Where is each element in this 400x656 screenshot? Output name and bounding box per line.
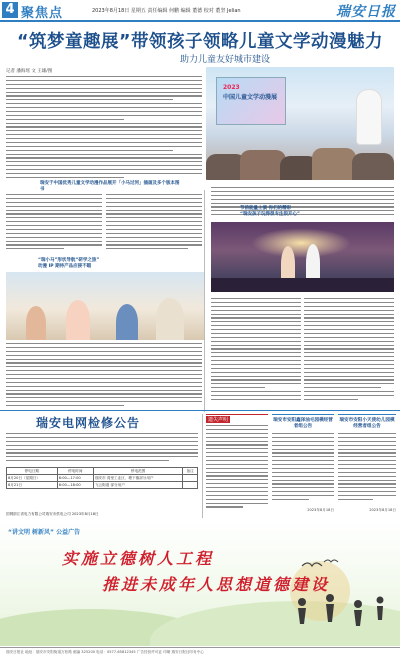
left-column-body <box>6 194 102 252</box>
subhead: 助力儿童友好城市建设 <box>180 55 271 65</box>
notice-footer: 国网浙江省电力有限公司瑞安市供电公司 2023年8月18日 <box>6 512 99 516</box>
byline: 记者 潘海瑶 文 王雄/图 <box>6 69 53 74</box>
notice-title: 瑞安电网检修公告 <box>36 416 141 430</box>
table-header: 停电时间 <box>57 468 93 475</box>
table-row: 8月20日（星期日） 6:00—17:00 瑞安市 湾里工业区、塘下镇部分用户 <box>7 475 198 482</box>
lead-article-body <box>6 76 202 181</box>
ad-title: 瑞安市安阳鑫泽油毛园模经营者组公告 <box>273 418 333 429</box>
caption-left-top: 瑞安于中国优秀儿童文学动漫作品展开「小马过河」插画及多个版本图书 <box>40 181 180 192</box>
table-row: 8月21日 6:00—18:00 飞云街道 部分用户 <box>7 482 198 489</box>
table-header: 备注 <box>183 468 198 475</box>
right-article-body-4 <box>304 298 394 403</box>
issue-meta: 2023年8月18日 星期五 责任编辑 何鹏 编辑 董德 校对 董坚 Jelian <box>92 8 241 14</box>
banner-tag: “讲文明 树新风” 公益广告 <box>8 529 81 536</box>
slogan-line-1: 实施立德树人工程 <box>62 549 215 568</box>
bird-icon <box>300 556 340 576</box>
page-footer: 瑞安日报社 地址：瑞安市安阳街道万松路 邮编 325200 电话：0577-65812345 广告经营许可证 印刷 瑞安日报社印务中心 <box>0 647 400 656</box>
classified-ad-2 <box>272 414 334 514</box>
lead-photo <box>206 67 394 180</box>
newspaper-logo: 瑞安日报 <box>336 4 396 20</box>
ip-article-body <box>6 343 202 409</box>
section-title: 聚焦点 <box>21 6 64 21</box>
right-article-body-2 <box>211 298 301 403</box>
ad-tag: 遗失声明 <box>208 417 229 423</box>
right-article-body-3 <box>304 187 394 218</box>
slogan-line-2: 推进未成年人思想道德建设 <box>102 575 331 594</box>
left-column-body-2 <box>106 194 202 252</box>
headline: “筑梦童趣展”带领孩子领略儿童文学动漫魅力 <box>16 32 383 52</box>
page-number: 4 <box>2 2 18 18</box>
outage-table <box>6 467 198 489</box>
classified-ad-1 <box>206 414 268 514</box>
masthead <box>0 0 400 22</box>
stage-photo <box>211 222 394 292</box>
ip-photo <box>6 272 204 340</box>
children-silhouettes <box>290 588 390 638</box>
ad-date: 2023年8月18日 <box>369 508 396 512</box>
caption-ip: “瑞小马”形状导航“研学之旅” 动漫 IP 期待产品应接不暇 <box>38 258 100 269</box>
notice-body <box>6 433 198 464</box>
classified-ad-3 <box>338 414 396 514</box>
ad-date: 2023年8月18日 <box>307 508 334 512</box>
exhibition-screen: 2023 中国儿童文学动漫展 <box>216 77 286 125</box>
table-header: 停电日期 <box>7 468 58 475</box>
caption-stage: 节前能量上演 你们的精彩 “瑞安孩子玩得很专注很开心” <box>240 206 300 217</box>
ad-title: 瑞安市安阳小天使幼儿园模经营者组公告 <box>339 418 395 429</box>
table-header: 停电范围 <box>93 468 182 475</box>
mascot-figure <box>356 89 382 145</box>
